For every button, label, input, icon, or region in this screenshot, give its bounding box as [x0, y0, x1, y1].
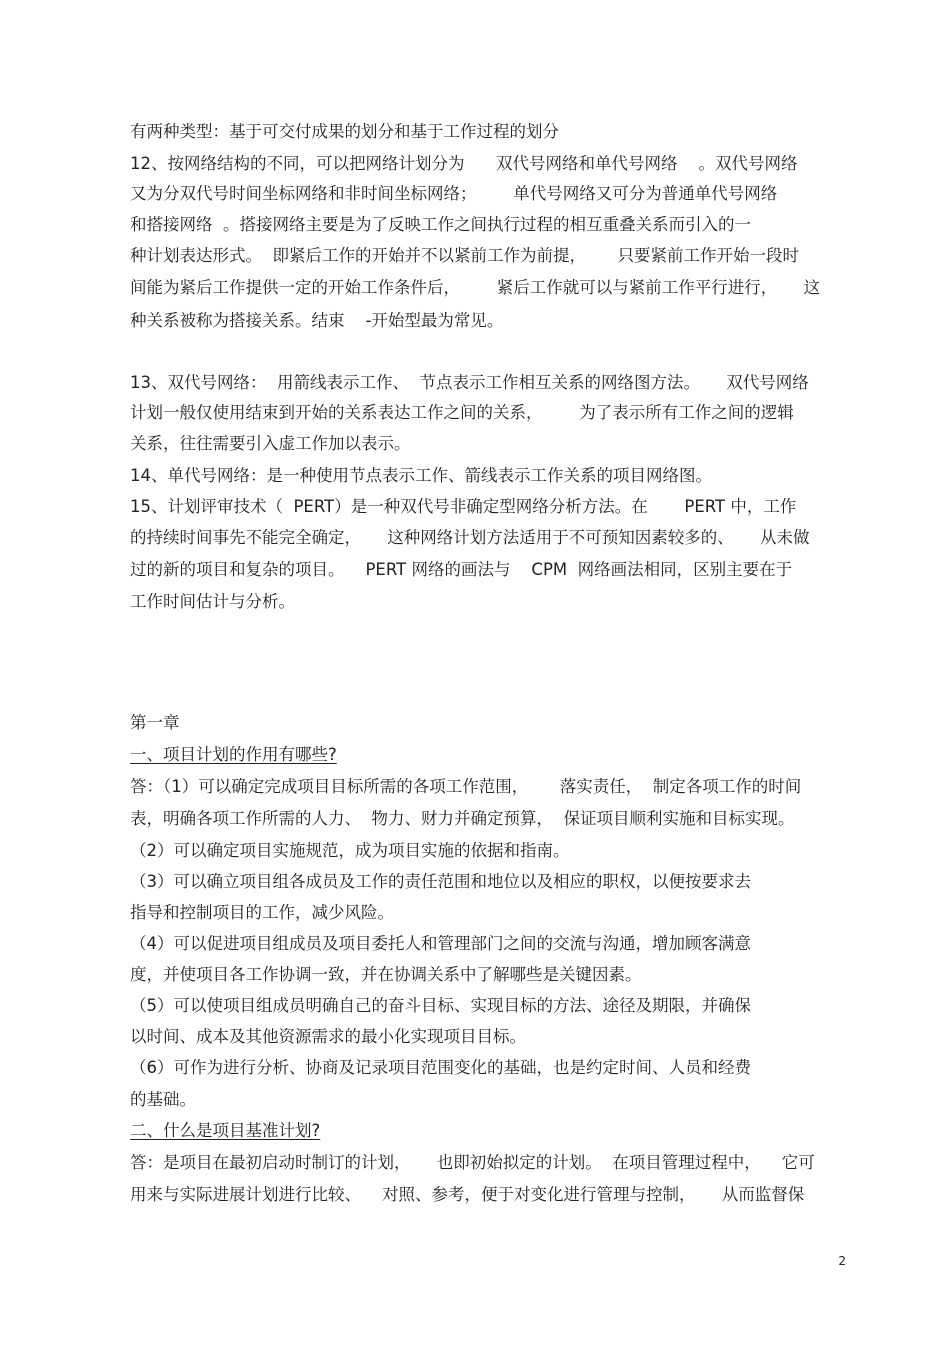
section-heading: 一、项目计划的作用有哪些? [130, 745, 337, 764]
text-line: 计划一般仅使用结束到开始的关系表达工作之间的关系， 为了表示所有工作之间的逻辑 [130, 403, 794, 422]
text-line: 用来与实际进展计划进行比较、 对照、参考，便于对变化进行管理与控制， 从而监督保 [130, 1185, 805, 1204]
text-line: 答：（1）可以确定完成项目目标所需的各项工作范围， 落实责任， 制定各项工作的时间 [130, 777, 802, 796]
text-line: 和搭接网络 。搭接网络主要是为了反映工作之间执行过程的相互重叠关系而引入的一 [130, 215, 751, 234]
chapter-heading: 第一章 [130, 713, 180, 732]
text-line: 过的新的项目和复杂的项目。 PERT 网络的画法与 CPM 网络画法相同，区别主要在于 [130, 560, 793, 579]
text-line: 又为分双代号时间坐标网络和非时间坐标网络； 单代号网络又可分为普通单代号网络 [130, 184, 778, 203]
text-line: 工作时间估计与分析。 [130, 592, 295, 611]
text-line: （5）可以使项目组成员明确自己的奋斗目标、实现目标的方法、途径及期限，并确保 [130, 996, 751, 1015]
text-line: （4）可以促进项目组成员及项目委托人和管理部门之间的交流与沟通，增加顾客满意 [130, 934, 751, 953]
text-line: 的持续时间事先不能完全确定， 这种网络计划方法适用于不可预知因素较多的、 从未做 [130, 528, 810, 547]
text-line: 13、双代号网络： 用箭线表示工作、 节点表示工作相互关系的网络图方法。 双代号网络 [130, 373, 809, 392]
text-line: 种计划表达形式。 即紧后工作的开始并不以紧前工作为前提， 只要紧前工作开始一段时 [130, 246, 799, 265]
page-number: 2 [838, 1254, 846, 1268]
text-line: 的基础。 [130, 1090, 196, 1109]
text-line: （6）可作为进行分析、协商及记录项目范围变化的基础，也是约定时间、人员和经费 [130, 1058, 751, 1077]
text-line: 指导和控制项目的工作，减少风险。 [130, 903, 394, 922]
text-line: 12、按网络结构的不同，可以把网络计划分为 双代号网络和单代号网络 。双代号网络 [130, 154, 798, 173]
text-line: 以时间、成本及其他资源需求的最小化实现项目目标。 [130, 1027, 526, 1046]
text-line: 14、单代号网络：是一种使用节点表示工作、箭线表示工作关系的项目网络图。 [130, 466, 712, 485]
text-line: 间能为紧后工作提供一定的开始工作条件后， 紧后工作就可以与紧前工作平行进行， 这 [130, 278, 820, 297]
text-line: 有两种类型：基于可交付成果的划分和基于工作过程的划分 [130, 122, 559, 141]
text-line: （3）可以确立项目组各成员及工作的责任范围和地位以及相应的职权，以便按要求去 [130, 872, 751, 891]
text-line: （2）可以确定项目实施规范，成为项目实施的依据和指南。 [130, 841, 570, 860]
text-line: 度，并使项目各工作协调一致，并在协调关系中了解哪些是关键因素。 [130, 965, 642, 984]
section-heading: 二、什么是项目基准计划? [130, 1121, 321, 1140]
text-line: 表，明确各项工作所需的人力、 物力、财力并确定预算， 保证项目顺利实施和目标实现。 [130, 809, 795, 828]
text-line: 种关系被称为搭接关系。结束 -开始型最为常见。 [130, 311, 504, 330]
text-line: 15、计划评审技术（ PERT）是一种双代号非确定型网络分析方法。在 PERT 中，工作 [130, 497, 797, 516]
text-line: 答：是项目在最初启动时制订的计划， 也即初始拟定的计划。 在项目管理过程中， 它可 [130, 1153, 815, 1172]
text-line: 关系，往往需要引入虚工作加以表示。 [130, 434, 411, 453]
